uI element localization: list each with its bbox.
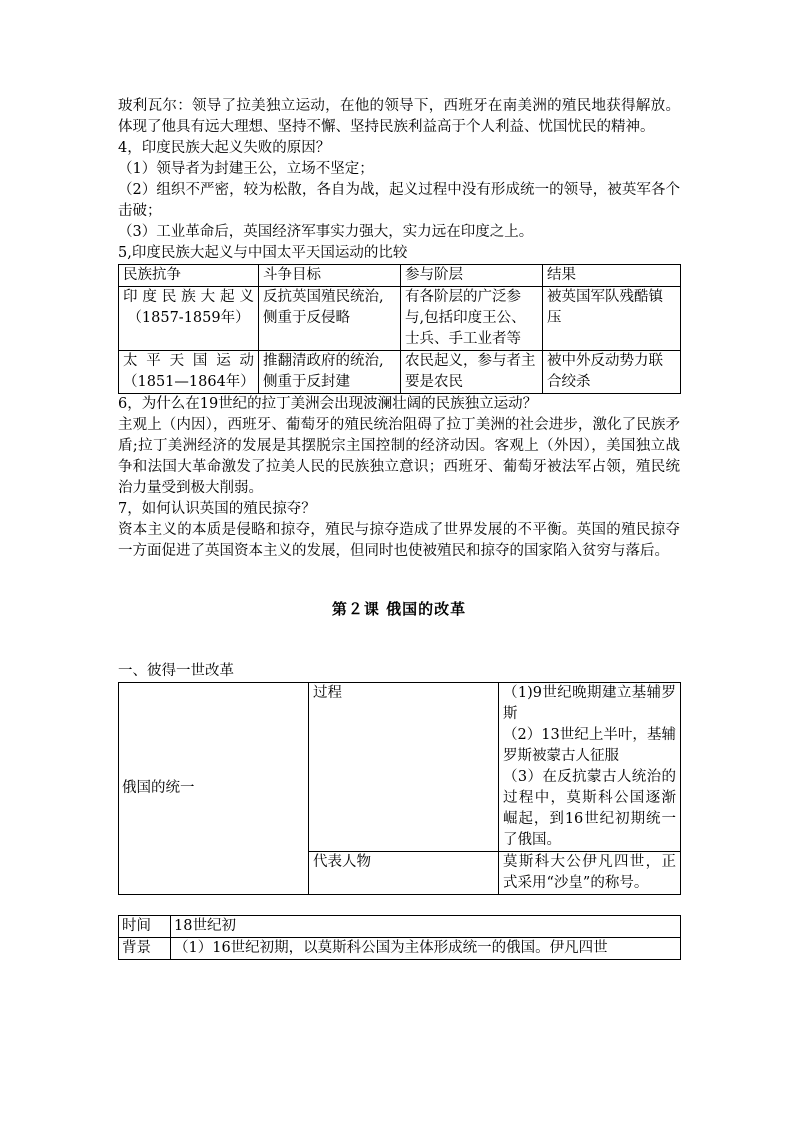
q7-title: 7，如何认识英国的殖民掠夺？ — [118, 501, 316, 517]
section-title: 一、彼得一世改革 — [118, 663, 234, 679]
time-cell: 18世纪初 — [171, 916, 681, 938]
process-label-cell: 过程 — [309, 683, 499, 852]
header-cell: 结果 — [543, 265, 681, 287]
struggle-name: 太平天国运动 — [123, 353, 254, 369]
process-item: （1)9世纪晚期建立基辅罗斯 — [503, 685, 676, 722]
class-cell: 农民起义，参与者主要是农民 — [401, 351, 543, 394]
lesson-title: 第２课 俄国的改革 — [331, 600, 467, 618]
table-row — [119, 938, 681, 960]
goal-cell: 反抗英国殖民统治,侧重于反侵略 — [259, 287, 401, 351]
q7-body: 资本主义的本质是侵略和掠夺，殖民与掠夺造成了世界发展的不平衡。英国的殖民掠夺一方面促进了英国资本主义的发展，但同时也使被殖民和掠夺的国家陷入贫穷与落后。 — [118, 522, 680, 559]
table-row — [119, 351, 681, 394]
reform-table — [118, 915, 681, 960]
comparison-table — [118, 264, 681, 394]
result-cell: 被英国军队残酷镇压 — [543, 287, 681, 351]
struggle-cell — [119, 287, 259, 351]
header-cell: 斗争目标 — [259, 265, 401, 287]
process-cell — [499, 683, 681, 852]
q4-title: 4，印度民族大起义失败的原因？ — [118, 140, 331, 156]
process-item: （3）在反抗蒙古人统治的过程中，莫斯科公国逐渐崛起，到16世纪初期统一了俄国。 — [503, 769, 676, 848]
table-row — [119, 916, 681, 938]
q4-item-3: （3）工业革命后，英国经济军事实力强大，实力远在印度之上。 — [118, 224, 534, 240]
result-cell: 被中外反动势力联合绞杀 — [543, 351, 681, 394]
table-row — [119, 683, 681, 852]
header-cell: 参与阶层 — [401, 265, 543, 287]
q6-body: 主观上（内因），西班牙、葡萄牙的殖民统治阻碍了拉丁美洲的社会进步，激化了民族矛盾;拉丁美洲经济的发展是其摆脱宗主国控制的经济动因。客观上（外因），美国独立战争和法国大革命激发了拉美人民的民族独立意识；西班牙、葡萄牙被法军占领，殖民统治力量受到极大削弱。 — [118, 417, 680, 496]
struggle-years: （1857-1859年） — [127, 310, 250, 326]
header-cell: 民族抗争 — [119, 265, 259, 287]
unification-table — [118, 682, 681, 895]
background-label-cell: 背景 — [119, 938, 171, 960]
background-cell: （1）16世纪初期，以莫斯科公国为主体形成统一的俄国。伊凡四世 — [171, 938, 681, 960]
bolivar-paragraph: 玻利瓦尔：领导了拉美独立运动，在他的领导下，西班牙在南美洲的殖民地获得解放。体现了他具有远大理想、坚持不懈、坚持民族利益高于个人利益、忧国忧民的精神。 — [118, 98, 680, 135]
figure-cell: 莫斯科大公伊凡四世，正式采用“沙皇”的称号。 — [499, 852, 681, 895]
q4-item-1: （1）领导者为封建王公，立场不坚定； — [118, 161, 374, 177]
figure-label-cell: 代表人物 — [309, 852, 499, 895]
unify-label-cell: 俄国的统一 — [119, 683, 309, 895]
q6-title: 6，为什么在19世纪的拉丁美洲会出现波澜壮阔的民族独立运动？ — [118, 396, 538, 412]
q4-item-2: （2）组织不严密，较为松散，各自为战，起义过程中没有形成统一的领导，被英军各个击破； — [118, 182, 680, 219]
struggle-years: （1851—1864年） — [123, 374, 255, 390]
class-cell: 有各阶层的广泛参与,包括印度王公、士兵、手工业者等 — [401, 287, 543, 351]
struggle-cell — [119, 351, 259, 394]
q5-title: 5,印度民族大起义与中国太平天国运动的比较 — [118, 245, 408, 261]
struggle-name: 印度民族大起义 — [123, 289, 254, 305]
goal-cell: 推翻清政府的统治,侧重于反封建 — [259, 351, 401, 394]
table-header-row — [119, 265, 681, 287]
process-item: （2）13世纪上半叶，基辅罗斯被蒙古人征服 — [503, 727, 676, 764]
document-page — [118, 96, 680, 960]
table-row — [119, 287, 681, 351]
time-label-cell: 时间 — [119, 916, 171, 938]
